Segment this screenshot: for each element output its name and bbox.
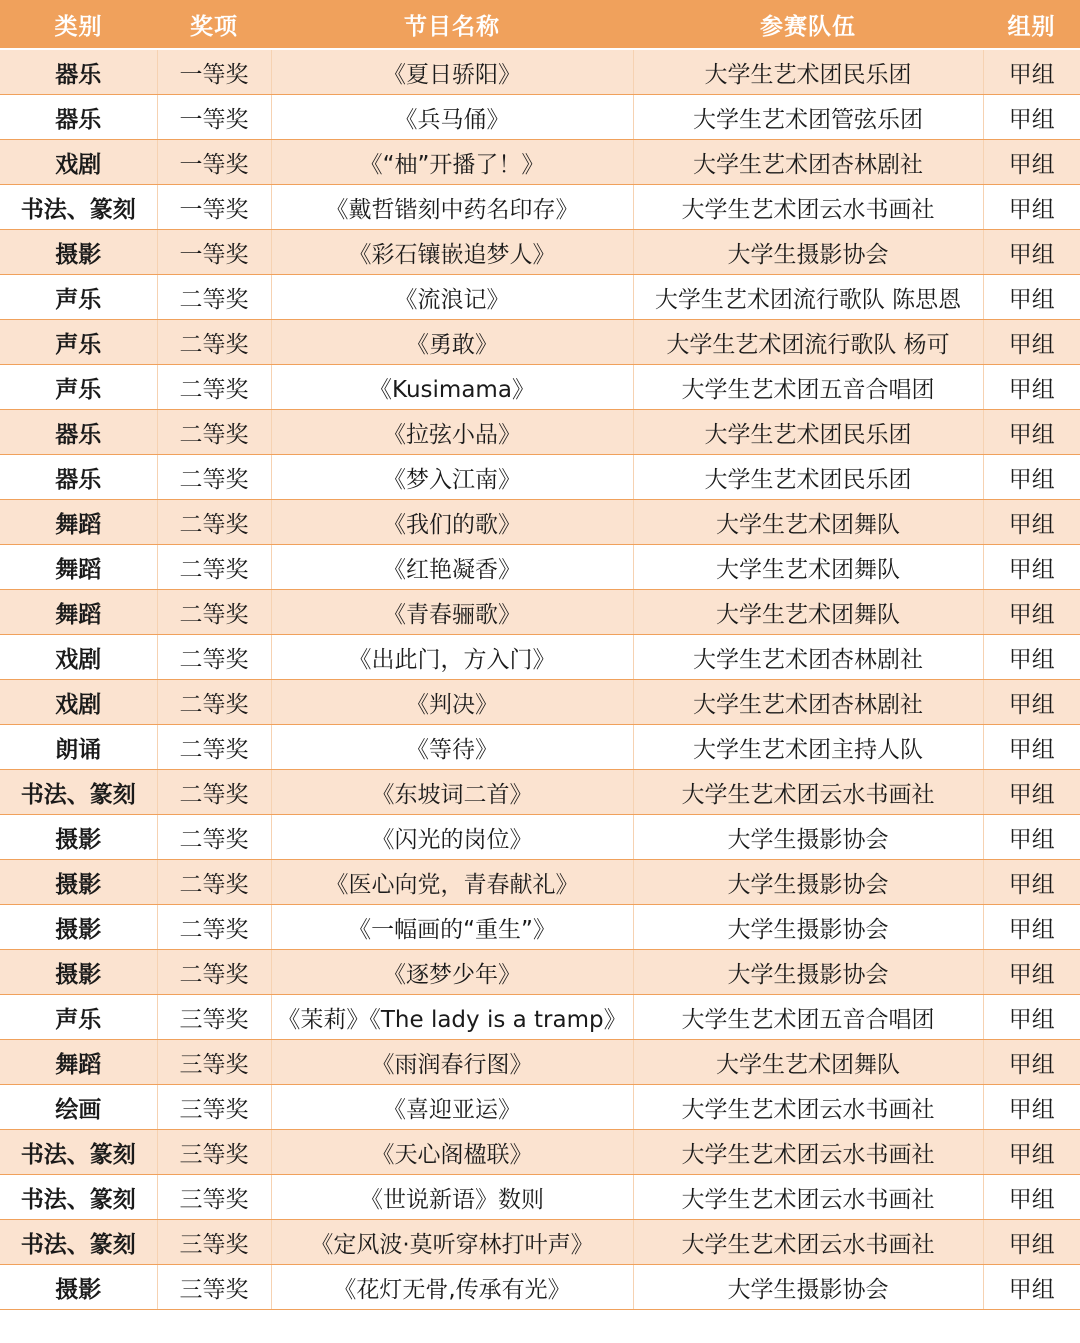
- table-row: [0, 860, 1080, 905]
- cell-group: 甲组: [983, 815, 1080, 860]
- cell-category: 器乐: [0, 95, 157, 140]
- table-row: [0, 320, 1080, 365]
- cell-program-name: 《医心向党，青春献礼》: [271, 860, 633, 905]
- cell-category: 摄影: [0, 230, 157, 275]
- cell-team: 大学生摄影协会: [633, 860, 983, 905]
- cell-team: 大学生艺术团舞队: [633, 500, 983, 545]
- cell-award: 二等奖: [157, 500, 271, 545]
- cell-team: 大学生艺术团流行歌队 陈思恩: [633, 275, 983, 320]
- table-row: [0, 680, 1080, 725]
- header-row: [0, 0, 1080, 49]
- cell-group: 甲组: [983, 860, 1080, 905]
- cell-group: 甲组: [983, 1130, 1080, 1175]
- cell-group: 甲组: [983, 590, 1080, 635]
- cell-award: 三等奖: [157, 1175, 271, 1220]
- cell-program-name: 《逐梦少年》: [271, 950, 633, 995]
- cell-program-name: 《我们的歌》: [271, 500, 633, 545]
- cell-category: 声乐: [0, 320, 157, 365]
- table-row: [0, 815, 1080, 860]
- cell-category: 舞蹈: [0, 500, 157, 545]
- cell-category: 声乐: [0, 275, 157, 320]
- cell-group: 甲组: [983, 1265, 1080, 1310]
- cell-team: 大学生摄影协会: [633, 905, 983, 950]
- cell-team: 大学生艺术团杏林剧社: [633, 140, 983, 185]
- cell-program-name: 《花灯无骨,传承有光》: [271, 1265, 633, 1310]
- cell-group: 甲组: [983, 1040, 1080, 1085]
- cell-award: 二等奖: [157, 725, 271, 770]
- cell-team: 大学生摄影协会: [633, 230, 983, 275]
- cell-award: 二等奖: [157, 860, 271, 905]
- cell-program-name: 《“柚”开播了！》: [271, 140, 633, 185]
- cell-team: 大学生艺术团五音合唱团: [633, 365, 983, 410]
- cell-program-name: 《彩石镶嵌追梦人》: [271, 230, 633, 275]
- table-row: [0, 365, 1080, 410]
- cell-program-name: 《喜迎亚运》: [271, 1085, 633, 1130]
- cell-category: 书法、篆刻: [0, 1130, 157, 1175]
- cell-group: 甲组: [983, 545, 1080, 590]
- table-row: [0, 1130, 1080, 1175]
- cell-award: 二等奖: [157, 365, 271, 410]
- cell-team: 大学生艺术团民乐团: [633, 455, 983, 500]
- table-row: [0, 230, 1080, 275]
- cell-team: 大学生艺术团五音合唱团: [633, 995, 983, 1040]
- cell-program-name: 《世说新语》数则: [271, 1175, 633, 1220]
- cell-award: 二等奖: [157, 770, 271, 815]
- table-row: [0, 545, 1080, 590]
- cell-program-name: 《勇敢》: [271, 320, 633, 365]
- cell-group: 甲组: [983, 95, 1080, 140]
- table-row: [0, 725, 1080, 770]
- cell-group: 甲组: [983, 365, 1080, 410]
- cell-program-name: 《东坡词二首》: [271, 770, 633, 815]
- table-row: [0, 1040, 1080, 1085]
- cell-award: 二等奖: [157, 590, 271, 635]
- table-header: [0, 0, 1080, 49]
- cell-award: 三等奖: [157, 1265, 271, 1310]
- cell-category: 声乐: [0, 365, 157, 410]
- cell-award: 三等奖: [157, 1130, 271, 1175]
- table-row: [0, 635, 1080, 680]
- cell-program-name: 《流浪记》: [271, 275, 633, 320]
- cell-program-name: 《天心阁楹联》: [271, 1130, 633, 1175]
- cell-program-name: 《等待》: [271, 725, 633, 770]
- table-row: [0, 1220, 1080, 1265]
- table-row: [0, 140, 1080, 185]
- cell-group: 甲组: [983, 770, 1080, 815]
- cell-group: 甲组: [983, 1175, 1080, 1220]
- cell-team: 大学生艺术团云水书画社: [633, 1085, 983, 1130]
- cell-award: 二等奖: [157, 635, 271, 680]
- cell-award: 一等奖: [157, 185, 271, 230]
- cell-team: 大学生摄影协会: [633, 950, 983, 995]
- cell-group: 甲组: [983, 500, 1080, 545]
- cell-program-name: 《闪光的岗位》: [271, 815, 633, 860]
- cell-program-name: 《戴哲锴刻中药名印存》: [271, 185, 633, 230]
- cell-team: 大学生艺术团民乐团: [633, 410, 983, 455]
- cell-team: 大学生摄影协会: [633, 815, 983, 860]
- cell-award: 三等奖: [157, 1085, 271, 1130]
- header-group: 组别: [983, 0, 1080, 49]
- cell-team: 大学生艺术团云水书画社: [633, 1175, 983, 1220]
- cell-program-name: 《拉弦小品》: [271, 410, 633, 455]
- header-program-name: 节目名称: [271, 0, 633, 49]
- cell-program-name: 《Kusimama》: [271, 365, 633, 410]
- cell-award: 二等奖: [157, 545, 271, 590]
- cell-program-name: 《兵马俑》: [271, 95, 633, 140]
- cell-award: 二等奖: [157, 680, 271, 725]
- cell-team: 大学生艺术团杏林剧社: [633, 635, 983, 680]
- table-row: [0, 500, 1080, 545]
- cell-program-name: 《判决》: [271, 680, 633, 725]
- cell-program-name: 《夏日骄阳》: [271, 49, 633, 95]
- cell-award: 二等奖: [157, 275, 271, 320]
- table-row: [0, 1175, 1080, 1220]
- cell-category: 摄影: [0, 1265, 157, 1310]
- table-row: [0, 905, 1080, 950]
- cell-group: 甲组: [983, 49, 1080, 95]
- cell-category: 摄影: [0, 905, 157, 950]
- table-row: [0, 275, 1080, 320]
- cell-category: 书法、篆刻: [0, 770, 157, 815]
- cell-team: 大学生艺术团云水书画社: [633, 185, 983, 230]
- table-row: [0, 950, 1080, 995]
- cell-program-name: 《茉莉》《The lady is a tramp》: [271, 995, 633, 1040]
- cell-category: 摄影: [0, 950, 157, 995]
- table-row: [0, 455, 1080, 500]
- cell-category: 舞蹈: [0, 545, 157, 590]
- cell-team: 大学生摄影协会: [633, 1265, 983, 1310]
- cell-group: 甲组: [983, 410, 1080, 455]
- table-row: [0, 590, 1080, 635]
- cell-team: 大学生艺术团流行歌队 杨可: [633, 320, 983, 365]
- cell-team: 大学生艺术团云水书画社: [633, 770, 983, 815]
- cell-group: 甲组: [983, 725, 1080, 770]
- cell-group: 甲组: [983, 320, 1080, 365]
- cell-program-name: 《一幅画的“重生”》: [271, 905, 633, 950]
- cell-category: 器乐: [0, 455, 157, 500]
- cell-team: 大学生艺术团舞队: [633, 545, 983, 590]
- cell-group: 甲组: [983, 680, 1080, 725]
- cell-group: 甲组: [983, 230, 1080, 275]
- cell-award: 一等奖: [157, 140, 271, 185]
- cell-team: 大学生艺术团管弦乐团: [633, 95, 983, 140]
- cell-program-name: 《定风波·莫听穿林打叶声》: [271, 1220, 633, 1265]
- cell-category: 书法、篆刻: [0, 1175, 157, 1220]
- cell-award: 二等奖: [157, 410, 271, 455]
- cell-group: 甲组: [983, 275, 1080, 320]
- cell-group: 甲组: [983, 455, 1080, 500]
- table-row: [0, 410, 1080, 455]
- cell-program-name: 《梦入江南》: [271, 455, 633, 500]
- cell-team: 大学生艺术团云水书画社: [633, 1130, 983, 1175]
- cell-group: 甲组: [983, 140, 1080, 185]
- cell-category: 舞蹈: [0, 1040, 157, 1085]
- cell-award: 一等奖: [157, 95, 271, 140]
- table-row: [0, 1085, 1080, 1130]
- cell-award: 二等奖: [157, 815, 271, 860]
- cell-program-name: 《出此门，方入门》: [271, 635, 633, 680]
- cell-category: 书法、篆刻: [0, 1220, 157, 1265]
- table-row: [0, 770, 1080, 815]
- cell-award: 二等奖: [157, 320, 271, 365]
- cell-group: 甲组: [983, 905, 1080, 950]
- cell-category: 器乐: [0, 49, 157, 95]
- cell-award: 三等奖: [157, 1040, 271, 1085]
- cell-team: 大学生艺术团民乐团: [633, 49, 983, 95]
- cell-award: 三等奖: [157, 995, 271, 1040]
- cell-category: 戏剧: [0, 635, 157, 680]
- table-row: [0, 1265, 1080, 1310]
- cell-team: 大学生艺术团杏林剧社: [633, 680, 983, 725]
- cell-category: 舞蹈: [0, 590, 157, 635]
- cell-category: 绘画: [0, 1085, 157, 1130]
- cell-group: 甲组: [983, 995, 1080, 1040]
- cell-group: 甲组: [983, 635, 1080, 680]
- table-row: [0, 995, 1080, 1040]
- cell-award: 三等奖: [157, 1220, 271, 1265]
- cell-team: 大学生艺术团舞队: [633, 590, 983, 635]
- cell-category: 戏剧: [0, 680, 157, 725]
- cell-award: 二等奖: [157, 905, 271, 950]
- cell-group: 甲组: [983, 950, 1080, 995]
- cell-program-name: 《青春骊歌》: [271, 590, 633, 635]
- cell-award: 二等奖: [157, 455, 271, 500]
- header-award: 奖项: [157, 0, 271, 49]
- table-row: [0, 95, 1080, 140]
- cell-award: 一等奖: [157, 49, 271, 95]
- cell-award: 二等奖: [157, 950, 271, 995]
- cell-category: 朗诵: [0, 725, 157, 770]
- cell-team: 大学生艺术团云水书画社: [633, 1220, 983, 1265]
- cell-category: 戏剧: [0, 140, 157, 185]
- cell-program-name: 《红艳凝香》: [271, 545, 633, 590]
- header-category: 类别: [0, 0, 157, 49]
- cell-team: 大学生艺术团舞队: [633, 1040, 983, 1085]
- cell-category: 摄影: [0, 815, 157, 860]
- cell-award: 一等奖: [157, 230, 271, 275]
- table-body: [0, 49, 1080, 1310]
- table-row: [0, 49, 1080, 95]
- table-row: [0, 185, 1080, 230]
- cell-group: 甲组: [983, 185, 1080, 230]
- cell-category: 声乐: [0, 995, 157, 1040]
- cell-team: 大学生艺术团主持人队: [633, 725, 983, 770]
- cell-category: 摄影: [0, 860, 157, 905]
- header-team: 参赛队伍: [633, 0, 983, 49]
- cell-category: 书法、篆刻: [0, 185, 157, 230]
- cell-group: 甲组: [983, 1085, 1080, 1130]
- cell-category: 器乐: [0, 410, 157, 455]
- cell-program-name: 《雨润春行图》: [271, 1040, 633, 1085]
- cell-group: 甲组: [983, 1220, 1080, 1265]
